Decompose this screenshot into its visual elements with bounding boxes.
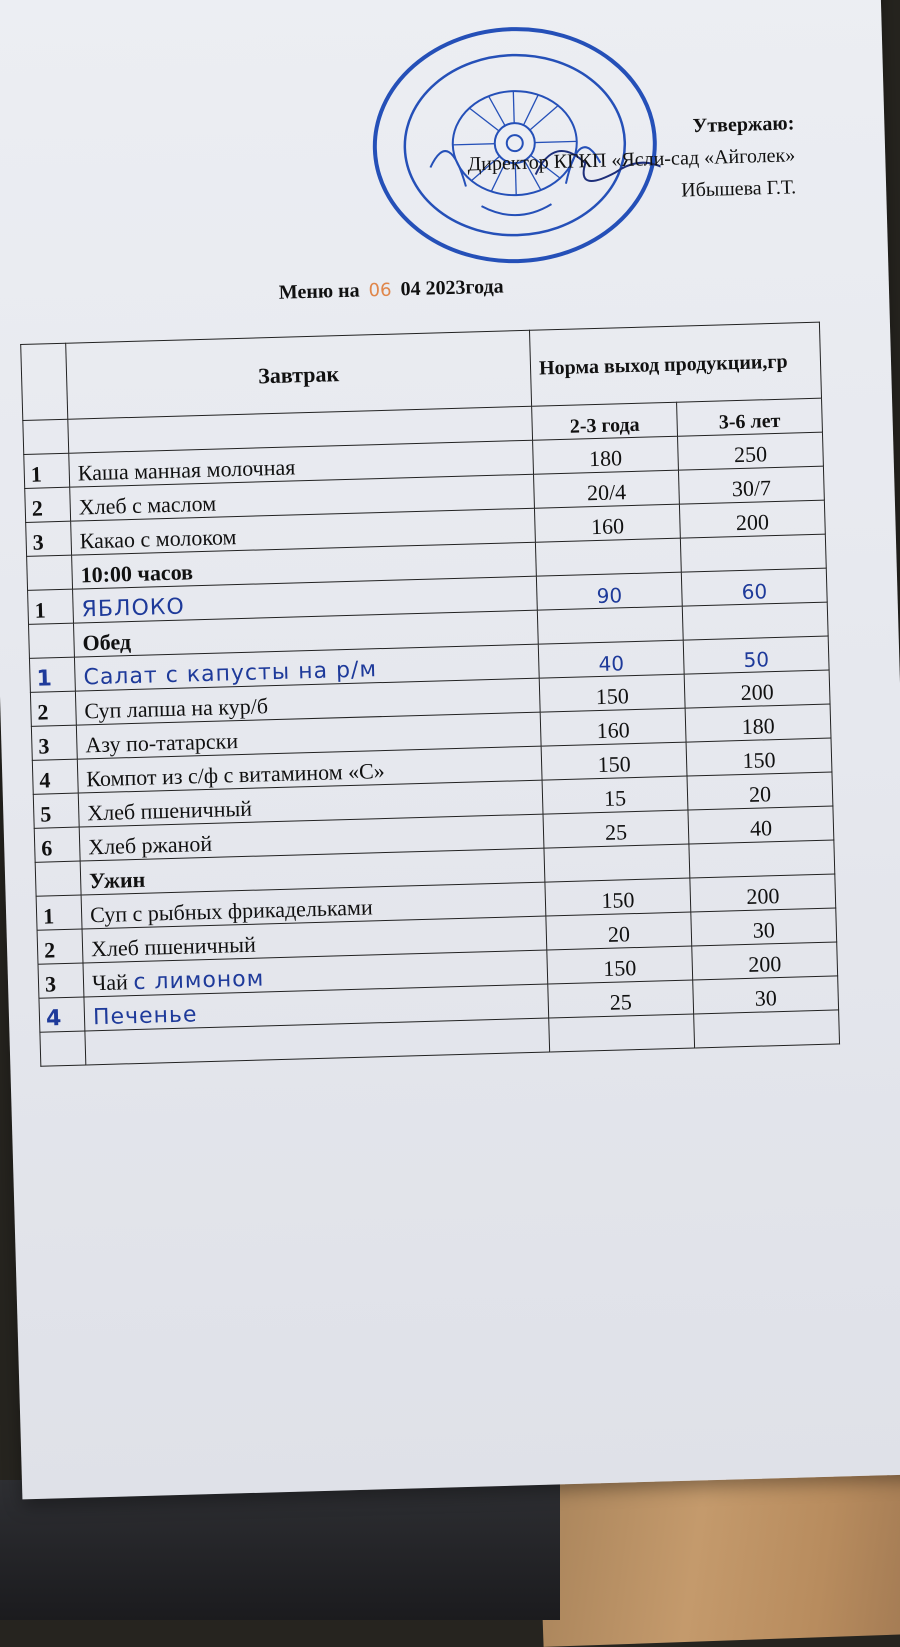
menu-title [279,276,504,305]
table-row: 2 Хлеб пшеничный 20 30 [37,908,837,964]
dish-name: Азу по-татарски [76,712,541,759]
age-group-3-6: 3-6 лет [677,398,823,436]
menu-title-year: 2023года [425,275,504,300]
dish-name: Хлеб с маслом [70,474,535,521]
table-row: 3 Чай с лимоном 150 200 [38,942,838,998]
dish-name-handwritten-suffix: с лимоном [133,966,265,996]
table-row: 3 Какао с молоком 160 200 [26,500,826,556]
table-row: 4 Компот из с/ф с витамином «С» 150 150 [32,738,832,794]
dish-name: Каша манная молочная [69,440,534,487]
table-row: 1 Каша манная молочная 180 250 [24,432,824,488]
table-row: 4 Печенье 25 30 [39,976,839,1032]
dish-name-handwritten: ЯБЛОКО [73,576,538,623]
dish-name: Компот из с/ф с витамином «С» [77,746,542,793]
norm-heading: Норма выход продукции,гр [529,322,821,406]
background-floor [0,1480,560,1620]
dish-name: Суп лапша на кур/б [75,678,540,725]
dish-name: Хлеб пшеничный [78,780,543,827]
age-group-2-3: 2-3 года [532,402,678,440]
table-row: 6 Хлеб ржаной 25 40 [34,806,834,862]
menu-title-month: 04 [400,277,421,301]
approver-position: Директор КГКП «Ясли-сад «Айголек» [467,144,796,176]
section-label-lunch: Обед [73,610,538,657]
section-label-dinner: Ужин [80,848,545,895]
breakfast-heading: Завтрак [66,330,532,419]
approval-title: Утвержаю: [692,112,795,138]
menu-title-day: 06 [368,279,392,302]
section-label-snack: 10:00 часов [72,542,537,589]
dish-name: Хлеб пшеничный [82,916,547,963]
dish-name-handwritten: Печенье [84,984,549,1031]
approval-block [466,107,796,212]
dish-name: Чай с лимоном [83,950,548,997]
table-row: 5 Хлеб пшеничный 15 20 [33,772,833,828]
dish-name: Какао с молоком [71,508,536,555]
menu-title-prefix: Меню на [278,279,360,304]
table-row: 3 Азу по-татарски 160 180 [31,704,831,760]
dish-name: Хлеб ржаной [79,814,544,861]
table-row: 2 Хлеб с маслом 20/4 30/7 [25,466,825,522]
table-row: 1 Суп с рыбных фрикадельками 150 200 [36,874,836,930]
approver-name: Ибышева Г.Т. [680,176,797,202]
menu-table [20,322,840,1067]
table-row: 2 Суп лапша на кур/б 150 200 [30,670,830,726]
dish-name-handwritten: Салат с капусты на р/м [74,644,539,691]
table-row: 1 Салат с капусты на р/м 40 50 [29,636,829,692]
table-row: 1 ЯБЛОКО 90 60 [28,568,828,624]
dish-name: Суп с рыбных фрикадельками [81,882,546,929]
